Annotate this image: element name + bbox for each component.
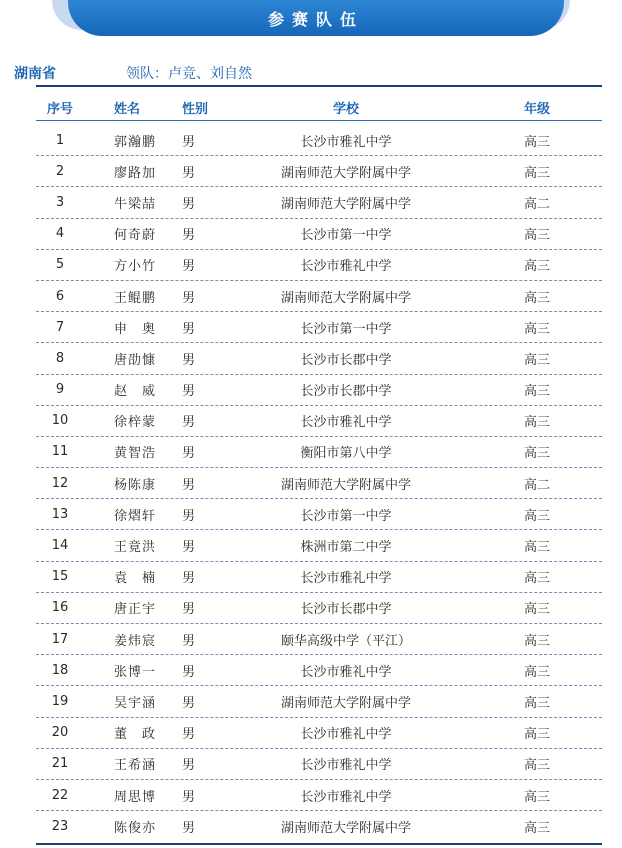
cell-sex: 男 — [182, 789, 196, 805]
cell-name: 姜炜宸 — [114, 633, 157, 649]
cell-name: 方小竹 — [114, 259, 157, 275]
cell-school: 长沙市雅礼中学 — [300, 789, 392, 805]
cell-sex: 男 — [182, 165, 196, 181]
table-row — [36, 406, 602, 437]
cell-name: 王希涵 — [114, 758, 157, 774]
cell-name: 唐正宇 — [114, 602, 157, 618]
cell-no: 6 — [55, 288, 65, 304]
cell-school: 长沙市长郡中学 — [300, 602, 392, 618]
cell-no: 3 — [55, 194, 65, 210]
cell-grade: 高三 — [523, 321, 550, 337]
table-row — [36, 219, 602, 250]
cell-no: 16 — [51, 600, 69, 616]
cell-sex: 男 — [182, 321, 196, 337]
table-row — [36, 718, 602, 749]
cell-school: 长沙市雅礼中学 — [300, 727, 392, 743]
cell-name: 陈俊亦 — [114, 821, 157, 837]
cell-school: 湖南师范大学附属中学 — [280, 477, 411, 493]
cell-sex: 男 — [182, 477, 196, 493]
cell-school: 长沙市长郡中学 — [300, 352, 392, 368]
cell-school: 湖南师范大学附属中学 — [280, 821, 411, 837]
table-row — [36, 156, 602, 187]
table-row — [36, 655, 602, 686]
cell-no: 7 — [55, 319, 65, 335]
table-row — [36, 593, 602, 624]
cell-school: 长沙市雅礼中学 — [300, 571, 392, 587]
cell-school: 长沙市第一中学 — [300, 508, 392, 524]
cell-no: 14 — [51, 538, 69, 554]
table-row — [36, 562, 602, 593]
section-header — [14, 62, 604, 84]
cell-grade: 高三 — [523, 664, 550, 680]
cell-school: 颐华高级中学（平江） — [280, 633, 411, 649]
cell-school: 湖南师范大学附属中学 — [280, 196, 411, 212]
cell-no: 20 — [51, 725, 69, 741]
cell-name: 黄智浩 — [114, 446, 157, 462]
table-row — [36, 250, 602, 281]
cell-grade: 高三 — [523, 446, 550, 462]
table-header — [36, 96, 602, 118]
cell-no: 22 — [51, 787, 69, 803]
header-no: 序号 — [46, 101, 73, 117]
cell-school: 衡阳市第八中学 — [300, 446, 392, 462]
table-row — [36, 437, 602, 468]
cell-name: 杨陈康 — [114, 477, 157, 493]
table-row — [36, 125, 602, 156]
cell-no: 18 — [51, 662, 69, 678]
cell-grade: 高三 — [523, 508, 550, 524]
header-school: 学校 — [332, 101, 359, 117]
table-row — [36, 749, 602, 780]
cell-name: 袁 楠 — [114, 571, 157, 587]
table-row — [36, 530, 602, 561]
cell-school: 长沙市雅礼中学 — [300, 664, 392, 680]
table-row — [36, 624, 602, 655]
cell-school: 长沙市雅礼中学 — [300, 415, 392, 431]
table-row — [36, 468, 602, 499]
cell-name: 廖路加 — [114, 165, 157, 181]
cell-school: 株洲市第二中学 — [300, 540, 392, 556]
cell-sex: 男 — [182, 540, 196, 556]
cell-sex: 男 — [182, 259, 196, 275]
cell-grade: 高三 — [523, 821, 550, 837]
cell-sex: 男 — [182, 228, 196, 244]
cell-sex: 男 — [182, 758, 196, 774]
cell-school: 长沙市第一中学 — [300, 228, 392, 244]
cell-name: 唐劭慷 — [114, 352, 157, 368]
cell-no: 13 — [51, 506, 69, 522]
cell-school: 长沙市雅礼中学 — [300, 758, 392, 774]
header-grade: 年级 — [523, 101, 550, 117]
cell-school: 湖南师范大学附属中学 — [280, 695, 411, 711]
cell-no: 2 — [55, 163, 65, 179]
cell-grade: 高三 — [523, 602, 550, 618]
cell-no: 19 — [51, 693, 69, 709]
table-header-rule — [36, 120, 602, 121]
cell-name: 赵 威 — [114, 384, 157, 400]
cell-grade: 高三 — [523, 415, 550, 431]
cell-sex: 男 — [182, 352, 196, 368]
cell-sex: 男 — [182, 508, 196, 524]
table-top-rule — [36, 85, 602, 87]
cell-no: 11 — [51, 444, 69, 460]
table-row — [36, 780, 602, 811]
table-bottom-rule — [36, 843, 602, 845]
province-name: 湖南省 — [14, 66, 56, 82]
cell-grade: 高三 — [523, 228, 550, 244]
cell-sex: 男 — [182, 415, 196, 431]
cell-school: 湖南师范大学附属中学 — [280, 165, 411, 181]
cell-name: 郭瀚鹏 — [114, 134, 157, 150]
cell-name: 何奇蔚 — [114, 228, 157, 244]
table-body — [36, 125, 602, 842]
cell-sex: 男 — [182, 384, 196, 400]
cell-school: 长沙市第一中学 — [300, 321, 392, 337]
cell-name: 牛梁喆 — [114, 196, 157, 212]
table-row — [36, 312, 602, 343]
cell-sex: 男 — [182, 633, 196, 649]
cell-no: 4 — [55, 226, 65, 242]
cell-name: 徐梓蒙 — [114, 415, 157, 431]
header-sex: 性别 — [182, 101, 209, 117]
cell-no: 17 — [51, 631, 69, 647]
cell-no: 9 — [55, 382, 65, 398]
cell-sex: 男 — [182, 664, 196, 680]
cell-school: 长沙市长郡中学 — [300, 384, 392, 400]
cell-sex: 男 — [182, 821, 196, 837]
table-row — [36, 281, 602, 312]
cell-no: 1 — [55, 132, 65, 148]
cell-name: 周思博 — [114, 789, 157, 805]
cell-grade: 高三 — [523, 789, 550, 805]
cell-no: 23 — [51, 819, 69, 835]
cell-sex: 男 — [182, 290, 196, 306]
cell-school: 长沙市雅礼中学 — [300, 259, 392, 275]
header-name: 姓名 — [114, 101, 141, 117]
cell-sex: 男 — [182, 196, 196, 212]
cell-no: 10 — [51, 413, 69, 429]
cell-name: 张博一 — [114, 664, 157, 680]
cell-sex: 男 — [182, 695, 196, 711]
cell-sex: 男 — [182, 446, 196, 462]
cell-grade: 高三 — [523, 134, 550, 150]
cell-no: 12 — [51, 475, 69, 491]
team-leaders: 领队：卢竞、刘自然 — [126, 66, 252, 82]
cell-school: 湖南师范大学附属中学 — [280, 290, 411, 306]
banner — [0, 0, 622, 42]
cell-grade: 高三 — [523, 571, 550, 587]
table-row — [36, 686, 602, 717]
cell-name: 王竟洪 — [114, 540, 157, 556]
cell-name: 吴宇涵 — [114, 695, 157, 711]
cell-name: 申 奥 — [114, 321, 157, 337]
cell-grade: 高三 — [523, 165, 550, 181]
cell-grade: 高三 — [523, 758, 550, 774]
banner-ribbon — [68, 0, 564, 36]
cell-grade: 高二 — [523, 196, 550, 212]
cell-grade: 高三 — [523, 352, 550, 368]
table-row — [36, 499, 602, 530]
table-row — [36, 811, 602, 842]
cell-sex: 男 — [182, 602, 196, 618]
cell-grade: 高二 — [523, 477, 550, 493]
cell-grade: 高三 — [523, 727, 550, 743]
cell-grade: 高三 — [523, 290, 550, 306]
table-row — [36, 343, 602, 374]
cell-name: 王鲲鹏 — [114, 290, 157, 306]
cell-no: 15 — [51, 569, 69, 585]
cell-sex: 男 — [182, 571, 196, 587]
cell-grade: 高三 — [523, 695, 550, 711]
cell-name: 徐熠轩 — [114, 508, 157, 524]
table-row — [36, 187, 602, 218]
cell-no: 8 — [55, 350, 65, 366]
page-title: 参赛队伍 — [267, 9, 364, 29]
cell-grade: 高三 — [523, 633, 550, 649]
cell-grade: 高三 — [523, 540, 550, 556]
cell-sex: 男 — [182, 134, 196, 150]
cell-grade: 高三 — [523, 384, 550, 400]
table-row — [36, 375, 602, 406]
cell-name: 董 政 — [114, 727, 157, 743]
cell-grade: 高三 — [523, 259, 550, 275]
cell-sex: 男 — [182, 727, 196, 743]
cell-no: 21 — [51, 756, 69, 772]
cell-school: 长沙市雅礼中学 — [300, 134, 392, 150]
cell-no: 5 — [55, 257, 65, 273]
